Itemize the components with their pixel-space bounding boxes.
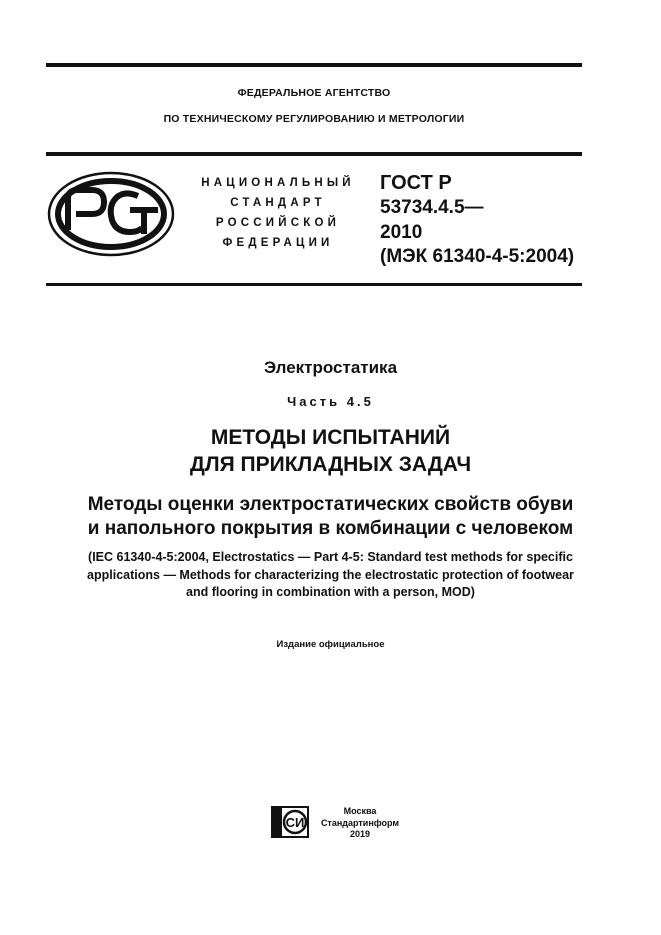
- subject-title: Электростатика: [263, 358, 398, 377]
- header-rule: [46, 152, 582, 156]
- part-label: Часть 4.5: [287, 394, 374, 409]
- national-standard-line-2: СТАНДАРТ: [230, 197, 326, 209]
- edition-label: Издание официальное: [276, 639, 385, 650]
- english-title-line-1: (IEC 61340-4-5:2004, Electrostatics — Part 4-5: Standard test methods for specific: [88, 550, 573, 564]
- svg-text:СИ: СИ: [285, 815, 305, 830]
- gost-designation-line-3: 2010: [380, 222, 423, 243]
- main-title-line-2: ДЛЯ ПРИКЛАДНЫХ ЗАДАЧ: [189, 453, 472, 476]
- national-standard-line-3: РОССИЙСКОЙ: [215, 217, 341, 229]
- agency-line-1: ФЕДЕРАЛЬНОЕ АГЕНТСТВО: [237, 87, 391, 99]
- publisher-name: Стандартинформ: [320, 817, 400, 828]
- standard-block-rule: [46, 283, 582, 286]
- agency-line-2: ПО ТЕХНИЧЕСКОМУ РЕГУЛИРОВАНИЮ И МЕТРОЛОГИИ: [163, 113, 465, 125]
- top-rule: [46, 63, 582, 67]
- subtitle-line-1: Методы оценки электростатических свойств обуви: [87, 494, 574, 515]
- gost-designation-line-2: 53734.4.5—: [380, 197, 484, 218]
- publication-year: 2019: [349, 829, 371, 839]
- english-title-line-3: and flooring in combination with a person, MOD): [186, 585, 475, 599]
- subtitle-line-2: и напольного покрытия в комбинации с человеком: [87, 518, 574, 539]
- national-standard-line-4: ФЕДЕРАЦИИ: [222, 237, 334, 249]
- gost-designation-line-4: (МЭК 61340-4-5:2004): [380, 246, 575, 267]
- publisher-block: [317, 806, 403, 841]
- national-standard-line-1: НАЦИОНАЛЬНЫЙ: [201, 177, 355, 189]
- rst-logo-icon: [46, 170, 176, 258]
- english-title-line-2: applications — Methods for characterizing the electrostatic protection of footwear: [87, 568, 574, 582]
- publisher-city: Москва: [343, 806, 377, 816]
- standartinform-logo-icon: [271, 806, 309, 838]
- gost-designation-line-1: ГОСТ Р: [380, 172, 452, 194]
- main-title-line-1: МЕТОДЫ ИСПЫТАНИЙ: [210, 426, 451, 449]
